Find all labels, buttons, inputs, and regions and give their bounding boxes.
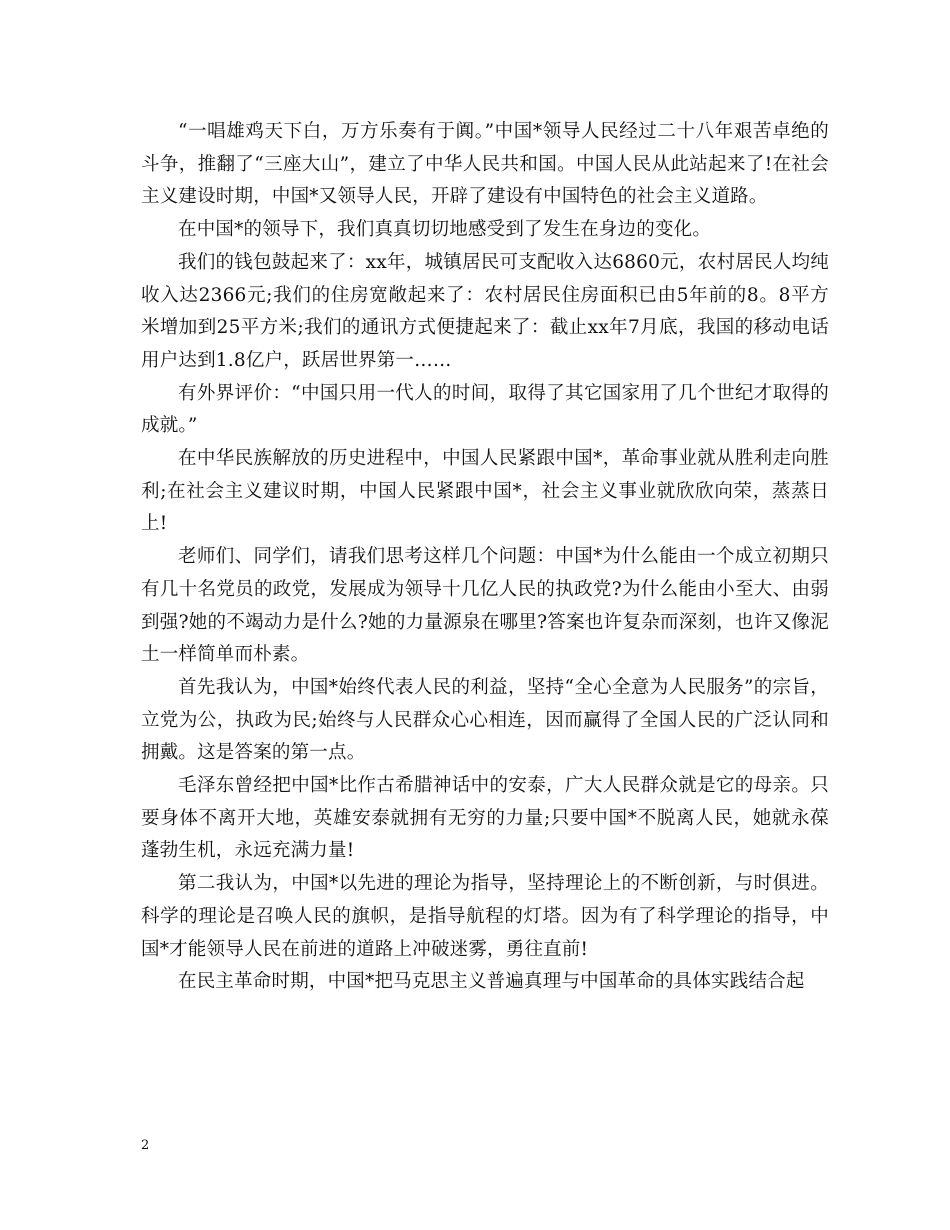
paragraph-8: 毛泽东曾经把中国*比作古希腊神话中的安泰，广大人民群众就是它的母亲。只要身体不离开大地，英雄安泰就拥有无穷的力量;只要中国*不脱离人民，她就永葆蓬勃生机，永远充满力量! [141,775,829,862]
paragraph-2: 在中国*的领导下，我们真真切切地感受到了发生在身边的变化。 [178,219,712,241]
paragraph-4: 有外界评价：“中国只用一代人的时间，取得了其它国家用了几个世纪才取得的成就。” [141,382,829,437]
paragraph-6: 老师们、同学们，请我们思考这样几个问题：中国*为什么能由一个成立初期只有几十名党员的政党，发展成为领导十几亿人民的执政党?为什么能由小至大、由弱到强?她的不竭动力是什么?她的力量源泉在哪里?答案也许复杂而深刻，也许又像泥土一样简单而朴素。 [141,546,829,666]
paragraph-1: “一唱雄鸡天下白，万方乐奏有于阗。”中国*领导人民经过二十八年艰苦卓绝的斗争，推翻了“三座大山”，建立了中华人民共和国。中国人民从此站起来了!在社会主义建设时期，中国*又领导人民，开辟了建设有中国特色的社会主义道路。 [141,121,829,208]
paragraph-9: 第二我认为，中国*以先进的理论为指导，坚持理论上的不断创新，与时俱进。科学的理论是召唤人民的旗帜，是指导航程的灯塔。因为有了科学理论的指导，中国*才能领导人民在前进的道路上冲破迷雾，勇往直前! [141,873,829,960]
document-body [141,116,829,999]
page-number: 2 [141,1138,150,1153]
paragraph-5: 在中华民族解放的历史进程中，中国人民紧跟中国*，革命事业就从胜利走向胜利;在社会主义建议时期，中国人民紧跟中国*，社会主义事业就欣欣向荣，蒸蒸日上! [141,448,829,535]
paragraph-7: 首先我认为，中国*始终代表人民的利益，坚持“全心全意为人民服务”的宗旨，立党为公，执政为民;始终与人民群众心心相连，因而赢得了全国人民的广泛认同和拥戴。这是答案的第一点。 [141,676,829,764]
paragraph-10: 在民主革命时期，中国*把马克思主义普遍真理与中国革命的具体实践结合起 [178,971,805,993]
paragraph-3: 我们的钱包鼓起来了：xx年，城镇居民可支配收入达6860元，农村居民人均纯收入达2366元;我们的住房宽敞起来了：农村居民住房面积已由5年前的8。8平方米增加到25平方米;我们的通讯方式便捷起来了：截止xx年7月底，我国的移动电话用户达到1.8亿户，跃居世界第一…… [141,251,829,371]
